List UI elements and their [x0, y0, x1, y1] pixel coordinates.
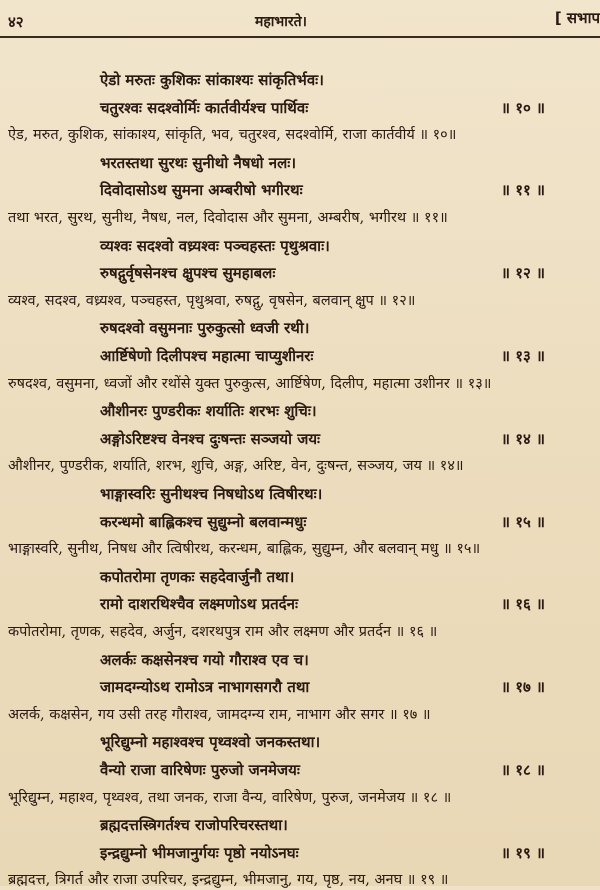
text-line — [8, 456, 600, 476]
line-text: अलर्क, कक्षसेन, गय उसी तरह गौराश्व, जामदग्न्य राम, नाभाग और सगर ॥ १७ ॥ — [8, 706, 431, 723]
line-text: इन्द्रद्युम्नो भीमजानुर्गयः पृष्ठो नयोऽनघः — [100, 843, 299, 862]
line-text: ऐड, मरुत, कुशिक, सांकाश्य, सांकृति, भव, चतुरश्व, सदश्वोर्मि, राजा कार्तवीर्य ॥ १०॥ — [8, 127, 457, 144]
text-line — [100, 70, 600, 90]
verse-number: ॥ १६ ॥ — [500, 595, 545, 614]
line-text: चतुरश्वः सदश्वोर्मिः कार्तवीर्यश्च पार्थिवः — [100, 98, 309, 117]
line-text: तथा भरत, सुरथ, सुनीथ, नैषध, नल, दिवोदास और सुमना, अम्बरीष, भगीरथ ॥ ११॥ — [8, 210, 448, 226]
text-line — [100, 484, 600, 504]
text-line — [100, 512, 600, 532]
line-text: ब्रह्मदत्त, त्रिगर्त और राजा उपरिचर, इन्द्रद्युम्न, भीमजानु, गय, पृष्ठ, नय, अनघ ॥ १९ ॥ — [8, 872, 449, 889]
line-text: अङ्गोऽरिष्टश्च वेनश्च दुःषन्तः सञ्जयो जयः — [100, 429, 321, 448]
line-text: कपोतरोमा, तृणक, सहदेव, अर्जुन, दशरथपुत्र राम और लक्ष्मण और प्रतर्दन ॥ १६ ॥ — [8, 624, 438, 640]
text-line — [100, 650, 600, 670]
text-line — [8, 291, 600, 311]
page-header — [0, 0, 600, 40]
text-line — [8, 374, 600, 394]
text-line — [100, 815, 600, 835]
text-line — [100, 98, 600, 118]
verse-number: ॥ १२ ॥ — [500, 264, 545, 283]
line-text: रुषदश्वो वसुमनाः पुरुकुत्सो ध्वजी रथी। — [100, 319, 310, 338]
text-line — [100, 153, 600, 173]
verse-number: ॥ १० ॥ — [500, 98, 545, 117]
verse-number: ॥ ११ ॥ — [500, 181, 545, 200]
line-text: औशीनरः पुण्डरीकः शर्यातिः शरभः शुचिः। — [100, 402, 317, 421]
verse-number: ॥ १३ ॥ — [500, 347, 545, 365]
text-line — [8, 125, 600, 145]
text-line — [100, 732, 600, 752]
line-text: व्यश्वः सदश्वो वध्र्यश्वः पञ्चहस्तः पृथुश्रवाः। — [100, 236, 330, 255]
running-title: महाभारते। — [255, 14, 307, 30]
line-text: जामदग्न्योऽथ रामोऽत्र नाभागसगरौ तथा — [100, 678, 310, 697]
verse-number: ॥ १९ ॥ — [500, 843, 545, 862]
line-text: आर्ष्टिषेणो दिलीपश्च महात्मा चाप्युशीनरः — [100, 347, 314, 365]
verse-number: ॥ १४ ॥ — [500, 429, 545, 448]
text-line — [100, 594, 600, 614]
text-line — [100, 180, 600, 200]
line-text: रुषद्गुर्वृषसेनश्च क्षुपश्च सुमहाबलः — [100, 264, 276, 283]
line-text: वैन्यो राजा वारिषेणः पुरुजो जनमेजयः — [100, 761, 300, 779]
line-text: औशीनर, पुण्डरीक, शर्याति, शरभ, शुचि, अङ्ग, अरिष्ट, वेन, दुःषन्त, सञ्जय, जय ॥ १४॥ — [8, 458, 464, 475]
text-line — [8, 870, 600, 890]
section-title: [ सभाप — [554, 9, 600, 27]
line-text: करन्धमो बाह्लिकश्च सुद्युम्नो बलवान्मधुः — [100, 512, 307, 531]
text-line — [8, 622, 600, 642]
line-text: भाङ्गास्वरि, सुनीथ, निषध और त्विषीरथ, करन्धम, बाह्लिक, सुद्युम्न, और बलवान् मधु ॥ १५॥ — [8, 541, 481, 558]
text-line — [100, 318, 600, 338]
page-number: ४२ — [8, 13, 24, 31]
line-text: ब्रह्मदत्तस्त्रिगर्तश्च राजोपरिचरस्तथा। — [100, 816, 288, 835]
text-line — [8, 705, 600, 725]
line-text: दिवोदासोऽथ सुमना अम्बरीषो भगीरथः — [100, 181, 303, 200]
line-text: ऐडो मरुतः कुशिकः सांकाश्यः सांकृतिर्भवः। — [100, 71, 324, 89]
line-text: रामो दाशरथिश्चैव लक्ष्मणोऽथ प्रतर्दनः — [100, 595, 298, 614]
line-text: कपोतरोमा तृणकः सहदेवार्जुनौ तथा। — [100, 567, 295, 586]
verse-number: ॥ १७ ॥ — [500, 678, 545, 697]
line-text: व्यश्व, सदश्व, वध्र्यश्व, पञ्चहस्त, पृथुश्रवा, रुषद्गु, वृषसेन, बलवान् क्षुप ॥ १२॥ — [8, 292, 416, 309]
text-line — [100, 346, 600, 366]
line-text: भाङ्गास्वरिः सुनीथश्च निषधोऽथ त्विषीरथः। — [100, 485, 323, 503]
line-text: भूरिद्युम्नो महाश्वश्च पृथ्वश्वो जनकस्तथा। — [100, 733, 321, 752]
line-text: अलर्कः कक्षसेनश्च गयो गौराश्व एव च। — [100, 650, 309, 669]
verse-number: ॥ १८ ॥ — [500, 761, 545, 779]
line-text: भरतस्तथा सुरथः सुनीथो नैषधो नलः। — [100, 153, 296, 172]
text-line — [100, 677, 600, 697]
text-line — [100, 401, 600, 421]
text-line — [100, 567, 600, 587]
text-line — [8, 208, 600, 228]
text-line — [100, 263, 600, 283]
header-rule — [0, 36, 600, 38]
text-line — [100, 760, 600, 780]
text-line — [100, 236, 600, 256]
line-text: भूरिद्युम्न, महाश्व, पृथ्वश्व, तथा जनक, राजा वैन्य, वारिषेण, पुरुज, जनमेजय ॥ १८ ॥ — [8, 789, 452, 806]
line-text: रुषदश्व, वसुमना, ध्वजों और रथोंसे युक्त पुरुकुत्स, आर्ष्टिषेण, दिलीप, महात्मा उशीनर ॥ १३॥ — [8, 375, 492, 392]
text-line — [100, 843, 600, 863]
text-line — [100, 429, 600, 449]
text-line — [8, 539, 600, 559]
verse-number: ॥ १५ ॥ — [500, 512, 545, 531]
text-line — [8, 788, 600, 808]
